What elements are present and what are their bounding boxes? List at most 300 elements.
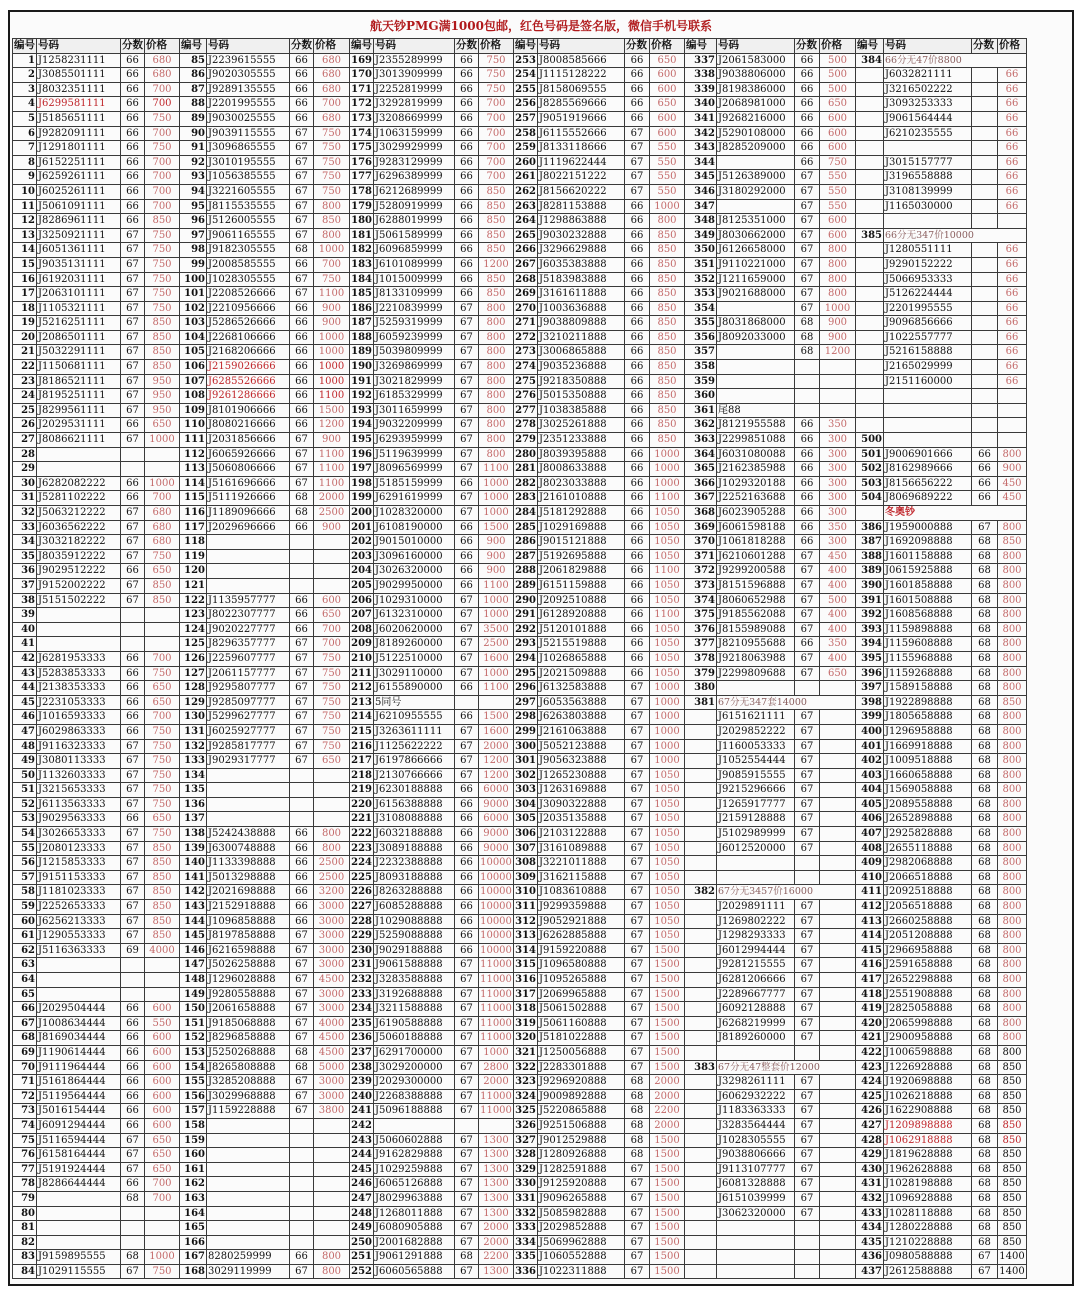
- cell-number: 290: [514, 593, 538, 608]
- cell-grade: 66: [455, 257, 479, 272]
- cell-grade: 67: [625, 1031, 650, 1046]
- cell-number: [856, 418, 884, 433]
- cell-grade: 66: [625, 564, 650, 579]
- cell-serial: J6012520000: [717, 841, 795, 856]
- cell-price: 750: [314, 155, 350, 170]
- cell-number: 431: [856, 1177, 884, 1192]
- cell-number: 384: [856, 53, 884, 68]
- cell-serial: J2035135888: [538, 812, 625, 827]
- cell-price: 850: [650, 228, 685, 243]
- cell-number: 199: [350, 491, 374, 506]
- cell-price: 1050: [650, 900, 685, 915]
- cell-serial: J1258231111: [37, 53, 121, 68]
- cell-price: 800: [998, 651, 1027, 666]
- cell-price: 750: [145, 243, 180, 258]
- cell-grade: 66: [455, 184, 479, 199]
- cell-number: [856, 389, 884, 404]
- cell-serial: [717, 155, 795, 170]
- cell-grade: 68: [972, 564, 998, 579]
- cell-grade: 67: [121, 374, 145, 389]
- cell-grade: 66: [625, 272, 650, 287]
- cell-serial: J6036562222: [37, 520, 121, 535]
- cell-serial: J2080123333: [37, 841, 121, 856]
- cell-number: 221: [350, 812, 374, 827]
- cell-grade: 67: [455, 754, 479, 769]
- cell-grade: 67: [121, 506, 145, 521]
- cell-serial: J9261286666: [207, 389, 290, 404]
- cell-number: 301: [514, 754, 538, 769]
- cell-grade: 67: [795, 1148, 820, 1163]
- cell-price: 650: [145, 681, 180, 696]
- cell-grade: 66: [795, 637, 820, 652]
- cell-number: 33: [13, 520, 37, 535]
- cell-price: 750: [314, 666, 350, 681]
- cell-grade: 68: [972, 841, 998, 856]
- cell-number: 11: [13, 199, 37, 214]
- cell-serial: [717, 1264, 795, 1279]
- cell-number: 196: [350, 447, 374, 462]
- cell-number: 392: [856, 608, 884, 623]
- table-row: [13, 651, 1027, 666]
- cell-number: 29: [13, 462, 37, 477]
- cell-price: 750: [145, 257, 180, 272]
- cell-number: 5: [13, 111, 37, 126]
- cell-grade: [290, 1162, 314, 1177]
- cell-number: 139: [180, 841, 207, 856]
- table-row: [13, 1148, 1027, 1163]
- cell-grade: 67: [455, 506, 479, 521]
- cell-number: [856, 345, 884, 360]
- cell-grade: 67: [121, 841, 145, 856]
- cell-number: 20: [13, 330, 37, 345]
- column-header: 分数: [972, 39, 998, 54]
- cell-serial: J1265917777: [717, 797, 795, 812]
- cell-number: 371: [685, 549, 717, 564]
- cell-grade: 68: [972, 783, 998, 798]
- cell-price: [820, 389, 856, 404]
- cell-price: [314, 1162, 350, 1177]
- cell-number: 213: [350, 695, 374, 710]
- cell-number: [685, 1045, 717, 1060]
- cell-grade: 67: [455, 724, 479, 739]
- cell-grade: 66: [290, 841, 314, 856]
- cell-number: 293: [514, 637, 538, 652]
- cell-number: [685, 1133, 717, 1148]
- cell-number: 282: [514, 476, 538, 491]
- table-row: [13, 243, 1027, 258]
- cell-number: 144: [180, 914, 207, 929]
- cell-number: 360: [685, 389, 717, 404]
- cell-grade: [290, 1177, 314, 1192]
- cell-grade: 66: [290, 257, 314, 272]
- cell-serial: J9051919666: [538, 111, 625, 126]
- cell-number: 245: [350, 1162, 374, 1177]
- cell-serial: J8086621111: [37, 433, 121, 448]
- cell-number: 265: [514, 228, 538, 243]
- cell-grade: [795, 856, 820, 871]
- cell-number: 418: [856, 987, 884, 1002]
- cell-grade: 67: [290, 1031, 314, 1046]
- table-row: [13, 389, 1027, 404]
- cell-price: 850: [998, 1221, 1027, 1236]
- cell-grade: [972, 243, 998, 258]
- cell-grade: 66: [455, 111, 479, 126]
- cell-price: 850: [650, 345, 685, 360]
- cell-price: 1500: [650, 943, 685, 958]
- cell-number: [685, 1264, 717, 1279]
- cell-price: 800: [314, 228, 350, 243]
- cell-grade: [795, 374, 820, 389]
- cell-serial: J5060602888: [374, 1133, 455, 1148]
- cell-serial: J6113563333: [37, 797, 121, 812]
- column-header: 价格: [650, 39, 685, 54]
- cell-grade: 66: [121, 491, 145, 506]
- cell-number: 70: [13, 1060, 37, 1075]
- cell-price: [820, 900, 856, 915]
- cell-serial: J9110221000: [717, 257, 795, 272]
- cell-serial: J9116323333: [37, 739, 121, 754]
- cell-price: 950: [145, 389, 180, 404]
- cell-grade: 67: [455, 1133, 479, 1148]
- cell-grade: 66: [290, 316, 314, 331]
- cell-grade: 67: [455, 462, 479, 477]
- cell-number: 313: [514, 929, 538, 944]
- cell-price: 700: [314, 622, 350, 637]
- cell-price: 700: [314, 257, 350, 272]
- cell-grade: 66: [121, 111, 145, 126]
- cell-price: 650: [145, 1133, 180, 1148]
- cell-grade: 66: [290, 111, 314, 126]
- cell-number: 415: [856, 943, 884, 958]
- cell-grade: 68: [121, 1250, 145, 1265]
- cell-grade: [121, 462, 145, 477]
- cell-price: [314, 564, 350, 579]
- cell-number: 287: [514, 549, 538, 564]
- cell-price: [820, 827, 856, 842]
- cell-grade: 66: [121, 53, 145, 68]
- cell-grade: 66: [290, 885, 314, 900]
- cell-grade: 68: [972, 914, 998, 929]
- cell-price: 750: [145, 754, 180, 769]
- cell-price: 3800: [314, 1104, 350, 1119]
- cell-number: 42: [13, 651, 37, 666]
- cell-serial: J9029188888: [374, 943, 455, 958]
- cell-grade: 66: [795, 418, 820, 433]
- cell-number: 437: [856, 1264, 884, 1279]
- cell-grade: 67: [290, 1016, 314, 1031]
- cell-grade: 68: [972, 1162, 998, 1177]
- cell-grade: 67: [625, 1060, 650, 1075]
- cell-serial: J3029200000: [374, 1060, 455, 1075]
- cell-price: 700: [479, 97, 514, 112]
- cell-price: 650: [145, 695, 180, 710]
- cell-price: 1100: [479, 681, 514, 696]
- cell-number: 339: [685, 82, 717, 97]
- cell-price: 700: [314, 637, 350, 652]
- cell-grade: 66: [290, 520, 314, 535]
- cell-price: 750: [145, 111, 180, 126]
- cell-price: 1050: [650, 812, 685, 827]
- cell-number: 393: [856, 622, 884, 637]
- cell-number: [685, 797, 717, 812]
- cell-grade: 67: [290, 433, 314, 448]
- cell-price: 1000: [650, 462, 685, 477]
- cell-grade: 66: [455, 126, 479, 141]
- cell-price: 1300: [479, 1177, 514, 1192]
- cell-grade: 68: [625, 1148, 650, 1163]
- cell-grade: 66: [290, 374, 314, 389]
- cell-grade: [290, 1191, 314, 1206]
- cell-price: 550: [650, 184, 685, 199]
- cell-serial: J5052123888: [538, 739, 625, 754]
- cell-grade: 68: [290, 491, 314, 506]
- cell-serial: J8030662000: [717, 228, 795, 243]
- cell-price: 1500: [650, 1191, 685, 1206]
- cell-serial: J1026218888: [884, 1089, 972, 1104]
- cell-grade: 67: [455, 403, 479, 418]
- cell-grade: [972, 301, 998, 316]
- cell-serial: J8296858888: [207, 1031, 290, 1046]
- cell-price: 500: [820, 68, 856, 83]
- cell-grade: 67: [455, 1177, 479, 1192]
- cell-serial: J1105321111: [37, 301, 121, 316]
- cell-price: 500: [820, 53, 856, 68]
- cell-number: 85: [180, 53, 207, 68]
- cell-number: 358: [685, 360, 717, 375]
- cell-serial: J6091294444: [37, 1118, 121, 1133]
- column-header: 价格: [145, 39, 180, 54]
- cell-number: 190: [350, 360, 374, 375]
- cell-grade: 68: [972, 608, 998, 623]
- cell-serial: J2551908888: [884, 987, 972, 1002]
- cell-grade: 67: [455, 593, 479, 608]
- cell-number: 54: [13, 827, 37, 842]
- cell-serial: [207, 1177, 290, 1192]
- cell-number: 79: [13, 1191, 37, 1206]
- cell-grade: 68: [972, 1221, 998, 1236]
- cell-serial: J1083610888: [538, 885, 625, 900]
- cell-serial: J2138353333: [37, 681, 121, 696]
- cell-price: 1300: [479, 1133, 514, 1148]
- table-row: [13, 1264, 1027, 1279]
- cell-number: 251: [350, 1250, 374, 1265]
- cell-grade: 66: [455, 783, 479, 798]
- cell-price: 1200: [820, 345, 856, 360]
- cell-number: [856, 360, 884, 375]
- cell-grade: 66: [625, 637, 650, 652]
- cell-serial: [207, 783, 290, 798]
- cell-serial: J8151596888: [717, 578, 795, 593]
- cell-grade: 66: [625, 345, 650, 360]
- cell-price: [820, 1162, 856, 1177]
- cell-price: 3500: [479, 622, 514, 637]
- cell-serial: J3011659999: [374, 403, 455, 418]
- cell-number: 244: [350, 1148, 374, 1163]
- cell-number: 106: [180, 360, 207, 375]
- cell-grade: 66: [455, 68, 479, 83]
- column-header: 价格: [820, 39, 856, 54]
- cell-number: 84: [13, 1264, 37, 1279]
- cell-grade: 67: [121, 914, 145, 929]
- cell-serial: J1165030000: [884, 199, 972, 214]
- cell-serial: J2660258888: [884, 914, 972, 929]
- cell-serial: J2092518888: [884, 885, 972, 900]
- cell-grade: 67: [290, 710, 314, 725]
- cell-grade: 67: [625, 1177, 650, 1192]
- cell-number: 154: [180, 1060, 207, 1075]
- cell-price: 700: [145, 126, 180, 141]
- cell-serial: J2982068888: [884, 856, 972, 871]
- cell-number: 8: [13, 155, 37, 170]
- cell-grade: 68: [972, 827, 998, 842]
- cell-price: 66: [998, 287, 1027, 302]
- cell-number: 49: [13, 754, 37, 769]
- cell-serial: J9038809888: [538, 316, 625, 331]
- cell-price: [314, 812, 350, 827]
- cell-grade: 66: [121, 97, 145, 112]
- cell-serial: [717, 681, 795, 696]
- cell-number: 21: [13, 345, 37, 360]
- cell-serial: J2068981000: [717, 97, 795, 112]
- cell-number: 346: [685, 184, 717, 199]
- cell-number: 304: [514, 797, 538, 812]
- cell-grade: 68: [972, 1118, 998, 1133]
- cell-serial: J8286644444: [37, 1177, 121, 1192]
- cell-serial: J5016154444: [37, 1104, 121, 1119]
- cell-grade: 66: [290, 330, 314, 345]
- cell-number: 246: [350, 1177, 374, 1192]
- cell-serial: J3210211888: [538, 330, 625, 345]
- cell-grade: 67: [455, 1264, 479, 1279]
- cell-serial: J6065926666: [207, 447, 290, 462]
- cell-number: 332: [514, 1206, 538, 1221]
- cell-price: [820, 1045, 856, 1060]
- cell-price: [145, 958, 180, 973]
- cell-number: 2: [13, 68, 37, 83]
- cell-price: 2000: [479, 1235, 514, 1250]
- cell-serial: [207, 535, 290, 550]
- cell-serial: J1226928888: [884, 1060, 972, 1075]
- cell-grade: 67: [795, 1089, 820, 1104]
- cell-number: 17: [13, 287, 37, 302]
- cell-serial: 5同号: [374, 695, 455, 710]
- cell-grade: 67: [121, 739, 145, 754]
- cell-serial: [207, 1206, 290, 1221]
- cell-number: 242: [350, 1118, 374, 1133]
- cell-grade: 68: [290, 506, 314, 521]
- cell-grade: [972, 126, 998, 141]
- cell-grade: [972, 330, 998, 345]
- cell-grade: 67: [795, 257, 820, 272]
- cell-price: 66: [998, 345, 1027, 360]
- cell-grade: 67: [625, 827, 650, 842]
- cell-price: 300: [820, 535, 856, 550]
- cell-price: [820, 1191, 856, 1206]
- cell-serial: J2021509888: [538, 666, 625, 681]
- cell-price: 1100: [650, 491, 685, 506]
- cell-price: 66: [998, 141, 1027, 156]
- cell-grade: [290, 535, 314, 550]
- cell-number: 336: [514, 1264, 538, 1279]
- cell-grade: [455, 695, 479, 710]
- cell-serial: J2065998888: [884, 1016, 972, 1031]
- cell-number: [685, 900, 717, 915]
- table-row: [13, 155, 1027, 170]
- cell-number: 150: [180, 1002, 207, 1017]
- cell-serial: J9283129999: [374, 155, 455, 170]
- cell-grade: 66: [455, 214, 479, 229]
- cell-grade: 66: [455, 82, 479, 97]
- cell-grade: 67: [455, 360, 479, 375]
- cell-grade: 66: [455, 943, 479, 958]
- cell-price: 800: [998, 549, 1027, 564]
- cell-price: 750: [314, 739, 350, 754]
- cell-price: 1000: [314, 360, 350, 375]
- cell-serial: J1296028888: [207, 973, 290, 988]
- cell-serial: J8195251111: [37, 389, 121, 404]
- cell-grade: 67: [455, 433, 479, 448]
- cell-number: 36: [13, 564, 37, 579]
- cell-price: 1050: [650, 827, 685, 842]
- table-row: [13, 724, 1027, 739]
- table-row: [13, 111, 1027, 126]
- cell-grade: 67: [795, 1002, 820, 1017]
- cell-grade: 68: [625, 1133, 650, 1148]
- cell-serial: J3296629888: [538, 243, 625, 258]
- cell-number: 419: [856, 1002, 884, 1017]
- cell-grade: 67: [121, 316, 145, 331]
- cell-serial: [37, 608, 121, 623]
- cell-serial: J2089558888: [884, 797, 972, 812]
- cell-grade: 66: [290, 827, 314, 842]
- cell-number: 160: [180, 1148, 207, 1163]
- cell-price: 1300: [479, 1191, 514, 1206]
- cell-price: 3000: [314, 987, 350, 1002]
- cell-price: 600: [145, 1075, 180, 1090]
- table-row: [13, 695, 1027, 710]
- cell-grade: 66: [625, 578, 650, 593]
- cell-serial: J1029259888: [374, 1162, 455, 1177]
- cell-grade: 66: [290, 301, 314, 316]
- cell-serial: J6156388888: [374, 797, 455, 812]
- cell-price: 800: [998, 827, 1027, 842]
- cell-grade: [121, 1235, 145, 1250]
- cell-number: 266: [514, 243, 538, 258]
- cell-grade: 66: [795, 97, 820, 112]
- cell-grade: 67: [972, 1250, 998, 1265]
- cell-price: 850: [998, 1162, 1027, 1177]
- cell-number: 40: [13, 622, 37, 637]
- cell-price: 1050: [650, 914, 685, 929]
- cell-price: 1500: [479, 520, 514, 535]
- cell-serial: J8158069555: [538, 82, 625, 97]
- cell-grade: 66: [625, 651, 650, 666]
- cell-serial: J1022557777: [884, 330, 972, 345]
- cell-price: [145, 987, 180, 1002]
- cell-grade: 66: [625, 228, 650, 243]
- cell-price: 1000: [479, 476, 514, 491]
- cell-price: 4500: [314, 1031, 350, 1046]
- cell-grade: 67: [455, 1031, 479, 1046]
- cell-price: 750: [479, 68, 514, 83]
- cell-number: 338: [685, 68, 717, 83]
- cell-grade: 66: [455, 243, 479, 258]
- cell-price: 800: [998, 870, 1027, 885]
- cell-grade: 66: [121, 199, 145, 214]
- cell-price: 550: [820, 199, 856, 214]
- cell-grade: 67: [795, 608, 820, 623]
- cell-price: 850: [998, 535, 1027, 550]
